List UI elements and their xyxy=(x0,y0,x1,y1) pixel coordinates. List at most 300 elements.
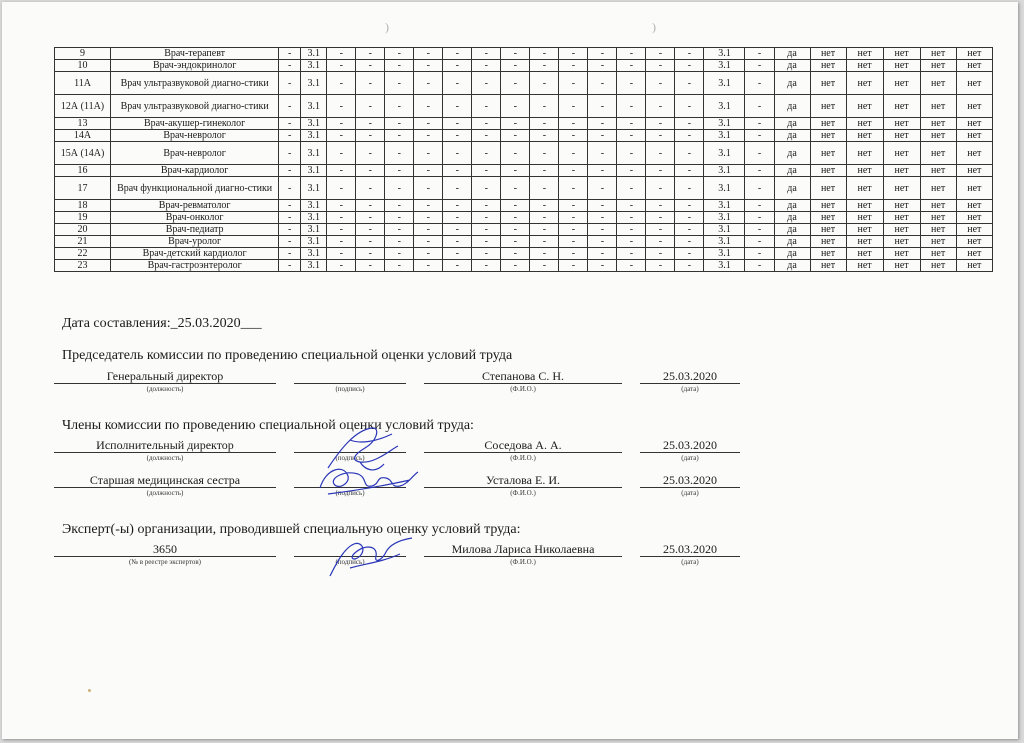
table-cell: 3.1 xyxy=(301,60,327,72)
table-cell: - xyxy=(414,212,443,224)
yes-no-cell: нет xyxy=(846,48,883,60)
workplace-number-cell: 20 xyxy=(55,224,111,236)
table-cell: - xyxy=(675,60,704,72)
table-cell: 3.1 xyxy=(301,95,327,118)
table-cell: - xyxy=(588,142,617,165)
table-cell: - xyxy=(414,200,443,212)
table-cell: - xyxy=(385,72,414,95)
table-cell: - xyxy=(279,95,301,118)
table-cell: - xyxy=(530,95,559,118)
yes-no-cell: нет xyxy=(810,248,846,260)
yes-no-cell: нет xyxy=(920,72,956,95)
table-cell: - xyxy=(279,200,301,212)
table-cell: - xyxy=(501,260,530,272)
yes-no-cell: нет xyxy=(810,212,846,224)
table-cell: - xyxy=(356,260,385,272)
table-cell: - xyxy=(646,72,675,95)
table-cell: - xyxy=(356,200,385,212)
yes-no-cell: нет xyxy=(810,95,846,118)
yes-no-cell: да xyxy=(774,72,810,95)
chair-date: 25.03.2020 xyxy=(640,369,740,384)
table-cell: - xyxy=(675,248,704,260)
table-cell: - xyxy=(385,224,414,236)
table-cell: - xyxy=(588,248,617,260)
yes-no-cell: нет xyxy=(846,224,883,236)
yes-no-cell: нет xyxy=(883,118,920,130)
expert-name: Милова Лариса Николаевна xyxy=(424,542,622,557)
table-row xyxy=(55,72,993,95)
table-cell: - xyxy=(530,60,559,72)
caption-signature: (подпись) xyxy=(335,454,365,462)
yes-no-cell: нет xyxy=(883,200,920,212)
table-cell: - xyxy=(745,48,774,60)
table-cell: - xyxy=(646,212,675,224)
yes-no-cell: нет xyxy=(956,95,992,118)
table-cell: - xyxy=(443,177,472,200)
yes-no-cell: нет xyxy=(810,224,846,236)
position-name-cell: Врач ультразвуковой диагно-стики xyxy=(111,95,279,118)
table-cell: - xyxy=(588,165,617,177)
handwritten-signature-expert xyxy=(320,524,420,584)
table-cell: - xyxy=(385,260,414,272)
chair-position: Генеральный директор xyxy=(54,369,276,384)
table-cell: - xyxy=(675,165,704,177)
position-name-cell: Врач-акушер-гинеколог xyxy=(111,118,279,130)
class-total-cell: 3.1 xyxy=(704,118,745,130)
yes-no-cell: нет xyxy=(956,142,992,165)
chair-name: Степанова С. Н. xyxy=(424,369,622,384)
table-cell: - xyxy=(745,200,774,212)
table-cell: - xyxy=(675,48,704,60)
table-cell: - xyxy=(745,142,774,165)
yes-no-cell: нет xyxy=(810,48,846,60)
table-cell: - xyxy=(617,248,646,260)
handwritten-signature-member-2 xyxy=(314,458,424,503)
table-cell: - xyxy=(385,130,414,142)
caption-signature: (подпись) xyxy=(335,558,365,566)
table-cell: - xyxy=(356,60,385,72)
table-cell: - xyxy=(327,212,356,224)
yes-no-cell: нет xyxy=(810,118,846,130)
table-cell: - xyxy=(559,72,588,95)
table-cell: - xyxy=(472,142,501,165)
table-cell: - xyxy=(646,95,675,118)
table-row xyxy=(55,260,993,272)
yes-no-cell: нет xyxy=(810,200,846,212)
table-cell: - xyxy=(443,248,472,260)
yes-no-cell: нет xyxy=(810,60,846,72)
caption-date: (дата) xyxy=(681,558,699,566)
table-cell: - xyxy=(414,224,443,236)
table-cell: - xyxy=(356,177,385,200)
yes-no-cell: нет xyxy=(846,200,883,212)
table-cell: - xyxy=(279,236,301,248)
yes-no-cell: нет xyxy=(846,118,883,130)
yes-no-cell: нет xyxy=(956,224,992,236)
table-cell: - xyxy=(617,165,646,177)
class-total-cell: 3.1 xyxy=(704,72,745,95)
table-cell: - xyxy=(530,236,559,248)
table-cell: - xyxy=(279,212,301,224)
class-total-cell: 3.1 xyxy=(704,200,745,212)
table-cell: - xyxy=(745,248,774,260)
table-cell: - xyxy=(501,212,530,224)
table-cell: - xyxy=(414,260,443,272)
yes-no-cell: нет xyxy=(810,72,846,95)
table-cell: - xyxy=(617,48,646,60)
table-cell: - xyxy=(675,260,704,272)
table-cell: - xyxy=(443,118,472,130)
position-name-cell: Врач-терапевт xyxy=(111,48,279,60)
yes-no-cell: нет xyxy=(956,260,992,272)
caption-fio: (Ф.И.О.) xyxy=(510,558,536,566)
table-cell: - xyxy=(646,48,675,60)
table-cell: - xyxy=(327,200,356,212)
table-cell: - xyxy=(385,118,414,130)
table-cell: - xyxy=(530,224,559,236)
yes-no-cell: нет xyxy=(810,177,846,200)
table-cell: - xyxy=(414,60,443,72)
table-cell: - xyxy=(530,48,559,60)
table-cell: - xyxy=(559,142,588,165)
yes-no-cell: да xyxy=(774,130,810,142)
table-cell: - xyxy=(617,60,646,72)
table-cell: - xyxy=(675,212,704,224)
yes-no-cell: да xyxy=(774,236,810,248)
yes-no-cell: нет xyxy=(956,200,992,212)
table-cell: - xyxy=(414,165,443,177)
table-cell: - xyxy=(501,236,530,248)
scan-mark: ) xyxy=(385,20,389,34)
table-row xyxy=(55,118,993,130)
yes-no-cell: нет xyxy=(846,95,883,118)
table-cell: - xyxy=(588,48,617,60)
table-cell: - xyxy=(472,95,501,118)
yes-no-cell: да xyxy=(774,224,810,236)
yes-no-cell: да xyxy=(774,177,810,200)
table-cell: - xyxy=(501,200,530,212)
table-cell: - xyxy=(559,212,588,224)
yes-no-cell: нет xyxy=(956,236,992,248)
workplace-number-cell: 21 xyxy=(55,236,111,248)
table-cell: - xyxy=(588,72,617,95)
table-cell: - xyxy=(675,142,704,165)
yes-no-cell: нет xyxy=(883,236,920,248)
yes-no-cell: нет xyxy=(846,60,883,72)
table-cell: - xyxy=(327,72,356,95)
workplace-number-cell: 18 xyxy=(55,200,111,212)
caption-date: (дата) xyxy=(681,454,699,462)
table-cell: - xyxy=(385,236,414,248)
table-cell: - xyxy=(675,72,704,95)
table-row xyxy=(55,212,993,224)
table-cell: - xyxy=(745,212,774,224)
caption-position: (должность) xyxy=(146,454,184,462)
yes-no-cell: нет xyxy=(956,48,992,60)
table-row xyxy=(55,248,993,260)
class-total-cell: 3.1 xyxy=(704,224,745,236)
workplace-number-cell: 16 xyxy=(55,165,111,177)
table-cell: 3.1 xyxy=(301,200,327,212)
yes-no-cell: да xyxy=(774,95,810,118)
chair-signature-line xyxy=(294,369,406,384)
workplace-number-cell: 23 xyxy=(55,260,111,272)
table-cell: - xyxy=(745,60,774,72)
yes-no-cell: нет xyxy=(846,236,883,248)
caption-fio: (Ф.И.О.) xyxy=(510,454,536,462)
table-cell: - xyxy=(745,177,774,200)
table-cell: - xyxy=(472,130,501,142)
table-cell: 3.1 xyxy=(301,72,327,95)
table-cell: - xyxy=(472,260,501,272)
position-name-cell: Врач-эндокринолог xyxy=(111,60,279,72)
yes-no-cell: нет xyxy=(883,212,920,224)
table-cell: - xyxy=(588,224,617,236)
table-cell: - xyxy=(443,48,472,60)
table-cell: - xyxy=(356,236,385,248)
table-cell: - xyxy=(327,248,356,260)
yes-no-cell: нет xyxy=(846,177,883,200)
table-cell: - xyxy=(443,236,472,248)
table-cell: - xyxy=(385,48,414,60)
table-cell: 3.1 xyxy=(301,260,327,272)
workplace-number-cell: 10 xyxy=(55,60,111,72)
table-cell: - xyxy=(530,260,559,272)
table-cell: - xyxy=(279,248,301,260)
caption-fio: (Ф.И.О.) xyxy=(510,489,536,497)
table-row xyxy=(55,95,993,118)
table-cell: - xyxy=(472,200,501,212)
table-cell: - xyxy=(443,212,472,224)
yes-no-cell: нет xyxy=(883,95,920,118)
table-cell: - xyxy=(327,165,356,177)
yes-no-cell: нет xyxy=(956,248,992,260)
member-date: 25.03.2020 xyxy=(640,473,740,488)
table-cell: - xyxy=(617,72,646,95)
workplace-number-cell: 17 xyxy=(55,177,111,200)
yes-no-cell: нет xyxy=(920,118,956,130)
table-cell: - xyxy=(617,142,646,165)
position-name-cell: Врач-ревматолог xyxy=(111,200,279,212)
expert-registry-number: 3650 xyxy=(54,542,276,557)
table-cell: - xyxy=(501,130,530,142)
table-cell: - xyxy=(385,200,414,212)
yes-no-cell: нет xyxy=(883,60,920,72)
caption-signature: (подпись) xyxy=(335,385,365,393)
yes-no-cell: нет xyxy=(920,95,956,118)
table-cell: - xyxy=(617,177,646,200)
caption-signature: (подпись) xyxy=(335,489,365,497)
table-cell: - xyxy=(443,200,472,212)
table-cell: - xyxy=(443,260,472,272)
table-cell: - xyxy=(646,236,675,248)
table-cell: - xyxy=(472,60,501,72)
table-cell: - xyxy=(646,224,675,236)
table-cell: - xyxy=(414,130,443,142)
position-name-cell: Врач функциональной диагно-стики xyxy=(111,177,279,200)
class-total-cell: 3.1 xyxy=(704,130,745,142)
table-cell: - xyxy=(530,72,559,95)
table-cell: 3.1 xyxy=(301,224,327,236)
table-cell: - xyxy=(385,60,414,72)
yes-no-cell: нет xyxy=(920,260,956,272)
table-cell: 3.1 xyxy=(301,142,327,165)
yes-no-cell: нет xyxy=(810,236,846,248)
table-cell: - xyxy=(530,118,559,130)
table-row xyxy=(55,130,993,142)
table-cell: - xyxy=(530,212,559,224)
yes-no-cell: нет xyxy=(920,142,956,165)
table-cell: - xyxy=(745,260,774,272)
position-name-cell: Врач-гастроэнтеролог xyxy=(111,260,279,272)
table-cell: - xyxy=(472,177,501,200)
position-name-cell: Врач-детский кардиолог xyxy=(111,248,279,260)
table-cell: - xyxy=(675,118,704,130)
table-cell: - xyxy=(617,236,646,248)
table-row xyxy=(55,200,993,212)
table-cell: - xyxy=(327,60,356,72)
table-cell: - xyxy=(443,224,472,236)
table-cell: - xyxy=(617,212,646,224)
table-cell: - xyxy=(745,236,774,248)
position-name-cell: Врач ультразвуковой диагно-стики xyxy=(111,72,279,95)
table-cell: - xyxy=(356,248,385,260)
table-cell: - xyxy=(646,118,675,130)
table-cell: - xyxy=(617,130,646,142)
yes-no-cell: нет xyxy=(920,212,956,224)
table-cell: - xyxy=(414,248,443,260)
table-cell: - xyxy=(279,165,301,177)
table-cell: 3.1 xyxy=(301,130,327,142)
table-cell: 3.1 xyxy=(301,48,327,60)
class-total-cell: 3.1 xyxy=(704,165,745,177)
yes-no-cell: нет xyxy=(920,177,956,200)
yes-no-cell: нет xyxy=(883,142,920,165)
table-cell: - xyxy=(646,165,675,177)
table-cell: - xyxy=(646,248,675,260)
table-cell: - xyxy=(443,72,472,95)
yes-no-cell: нет xyxy=(920,48,956,60)
table-cell: - xyxy=(327,177,356,200)
position-name-cell: Врач-уролог xyxy=(111,236,279,248)
position-name-cell: Врач-невролог xyxy=(111,130,279,142)
table-cell: - xyxy=(501,142,530,165)
table-cell: - xyxy=(414,177,443,200)
yes-no-cell: нет xyxy=(846,212,883,224)
table-cell: - xyxy=(279,142,301,165)
workplace-number-cell: 9 xyxy=(55,48,111,60)
yes-no-cell: нет xyxy=(810,260,846,272)
table-cell: - xyxy=(559,48,588,60)
yes-no-cell: нет xyxy=(920,236,956,248)
yes-no-cell: нет xyxy=(810,130,846,142)
yes-no-cell: нет xyxy=(883,248,920,260)
workplace-number-cell: 15А (14А) xyxy=(55,142,111,165)
yes-no-cell: нет xyxy=(920,60,956,72)
table-cell: - xyxy=(501,165,530,177)
table-cell: - xyxy=(327,95,356,118)
table-cell: - xyxy=(501,248,530,260)
table-cell: - xyxy=(414,142,443,165)
table-cell: - xyxy=(559,60,588,72)
table-cell: - xyxy=(385,142,414,165)
position-name-cell: Врач-невролог xyxy=(111,142,279,165)
member-position: Исполнительный директор xyxy=(54,438,276,453)
scanned-document-page xyxy=(2,2,1018,739)
yes-no-cell: да xyxy=(774,118,810,130)
table-cell: - xyxy=(745,130,774,142)
table-cell: - xyxy=(327,130,356,142)
table-cell: - xyxy=(414,72,443,95)
table-cell: - xyxy=(617,224,646,236)
table-cell: - xyxy=(617,200,646,212)
yes-no-cell: нет xyxy=(846,142,883,165)
table-cell: - xyxy=(559,248,588,260)
table-cell: - xyxy=(279,118,301,130)
table-cell: - xyxy=(675,177,704,200)
table-cell: 3.1 xyxy=(301,236,327,248)
table-cell: - xyxy=(559,177,588,200)
table-cell: - xyxy=(617,260,646,272)
yes-no-cell: нет xyxy=(920,200,956,212)
table-row xyxy=(55,165,993,177)
caption-date: (дата) xyxy=(681,489,699,497)
table-cell: - xyxy=(385,212,414,224)
table-cell: 3.1 xyxy=(301,165,327,177)
table-cell: - xyxy=(414,118,443,130)
yes-no-cell: да xyxy=(774,260,810,272)
table-cell: - xyxy=(279,60,301,72)
yes-no-cell: нет xyxy=(956,212,992,224)
yes-no-cell: нет xyxy=(883,165,920,177)
caption-fio: (Ф.И.О.) xyxy=(510,385,536,393)
table-cell: - xyxy=(646,177,675,200)
table-cell: - xyxy=(279,260,301,272)
yes-no-cell: нет xyxy=(883,72,920,95)
table-cell: - xyxy=(745,165,774,177)
member-name: Соседова А. А. xyxy=(424,438,622,453)
table-cell: - xyxy=(530,200,559,212)
table-cell: - xyxy=(279,224,301,236)
workplace-number-cell: 12А (11А) xyxy=(55,95,111,118)
table-cell: - xyxy=(675,200,704,212)
table-cell: - xyxy=(327,224,356,236)
class-total-cell: 3.1 xyxy=(704,260,745,272)
table-cell: - xyxy=(356,212,385,224)
yes-no-cell: нет xyxy=(920,165,956,177)
caption-position: (должность) xyxy=(146,489,184,497)
yes-no-cell: да xyxy=(774,142,810,165)
yes-no-cell: да xyxy=(774,200,810,212)
table-cell: - xyxy=(472,48,501,60)
table-cell: - xyxy=(327,236,356,248)
table-cell: - xyxy=(559,165,588,177)
paper-speck xyxy=(88,689,91,692)
table-cell: - xyxy=(472,224,501,236)
table-cell: - xyxy=(675,236,704,248)
table-cell: - xyxy=(559,236,588,248)
caption-registry: (№ в реестре экспертов) xyxy=(128,558,201,566)
yes-no-cell: нет xyxy=(883,260,920,272)
table-cell: - xyxy=(501,177,530,200)
table-cell: - xyxy=(501,60,530,72)
yes-no-cell: нет xyxy=(920,224,956,236)
table-cell: - xyxy=(675,224,704,236)
sout-results-table xyxy=(54,47,993,272)
table-row xyxy=(55,60,993,72)
position-name-cell: Врач-кардиолог xyxy=(111,165,279,177)
table-cell: - xyxy=(414,95,443,118)
